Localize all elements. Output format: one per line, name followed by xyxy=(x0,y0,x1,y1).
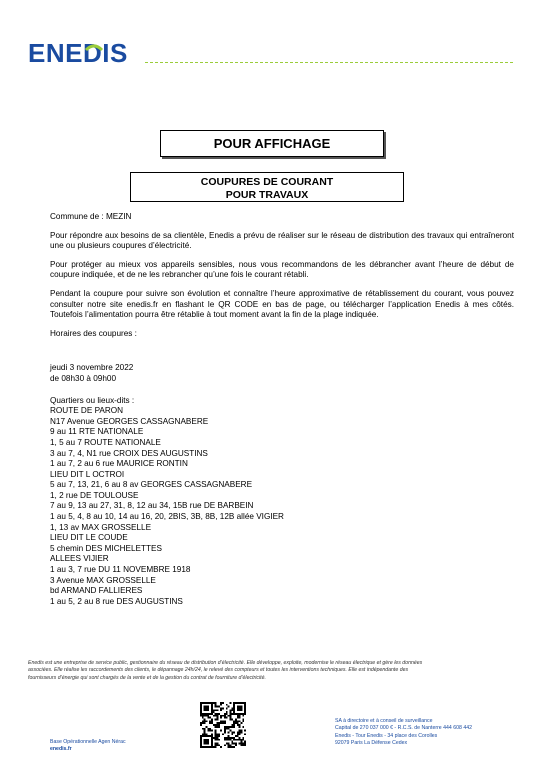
location-item: 1, 2 rue DE TOULOUSE xyxy=(50,490,139,500)
svg-text:ENEDIS: ENEDIS xyxy=(28,40,128,66)
footer-right-line: SA à directoire et à conseil de surveillance xyxy=(335,718,433,724)
location-item: 1, 13 av MAX GROSSELLE xyxy=(50,522,152,532)
location-item: ALLEES VIJIER xyxy=(50,554,109,564)
paragraph: Pour protéger au mieux vos appareils sensibles, nous vous recommandons de les débrancher avant l’heure de début de coupure indiquée, et de ne les rebrancher qu’une fois le courant rétabli. xyxy=(50,259,514,280)
subtitle-line2: POUR TRAVAUX xyxy=(225,189,309,201)
location-item: 5 au 7, 13, 21, 6 au 8 av GEORGES CASSAGNABERE xyxy=(50,480,253,490)
legal-line: fournisseurs d’énergie qui sont chargés de la vente et de la gestion du contrat de fourniture d’électricité. xyxy=(28,674,266,681)
location-item: LIEU DIT LE COUDE xyxy=(50,533,128,543)
location-list xyxy=(50,406,514,607)
paragraph: Pour répondre aux besoins de sa clientèle, Enedis a prévu de réaliser sur le réseau de distribution des travaux qui entraîneront une ou plusieurs coupures d’électricité. xyxy=(50,230,514,251)
footer-right xyxy=(335,718,472,748)
location-item: 1 au 5, 4, 8 au 10, 14 au 16, 20, 2BIS, 3B, 8B, 12B allée VIGIER xyxy=(50,512,284,522)
location-item: 3 au 7, 4, N1 rue CROIX DES AUGUSTINS xyxy=(50,448,208,458)
location-item: 1 au 7, 2 au 6 rue MAURICE RONTIN xyxy=(50,459,188,469)
location-item: 1, 5 au 7 ROUTE NATIONALE xyxy=(50,437,161,447)
location-item: N17 Avenue GEORGES CASSAGNABERE xyxy=(50,416,209,426)
footer-base: Base Opérationnelle Agen Nérac xyxy=(50,739,126,745)
footer-website-link[interactable]: enedis.fr xyxy=(50,746,72,753)
paragraph: Pendant la coupure pour suivre son évolution et connaître l’heure approximative de rétablissement du courant, vous pouvez consulter notre site enedis.fr en flashant le QR CODE en bas de page, ou télécharger l’application Enedis à mes côtés. Toutefois l’alimentation pourra être rétablie à tout moment avant la fin de la plage indiquée. xyxy=(50,288,514,320)
location-item: 9 au 11 RTE NATIONALE xyxy=(50,427,144,437)
title-box: POUR AFFICHAGE xyxy=(160,130,384,157)
subtitle-line1: COUPURES DE COURANT xyxy=(200,176,334,188)
notice-body xyxy=(50,212,514,607)
enedis-logo xyxy=(28,40,140,66)
footer-right-line: 92079 Paris La Défense Cedex xyxy=(335,740,408,747)
horaires-label: Horaires des coupures : xyxy=(50,328,137,338)
footer-left xyxy=(50,739,126,754)
legal-notice xyxy=(28,660,518,682)
location-item: ROUTE DE PARON xyxy=(50,406,124,416)
location-item: bd ARMAND FALLIERES xyxy=(50,586,143,596)
location-item: 5 chemin DES MICHELETTES xyxy=(50,543,162,553)
footer-right-line: Enedis - Tour Enedis - 34 place des Corolles xyxy=(335,732,438,739)
location-item: 7 au 9, 13 au 27, 31, 8, 12 au 34, 15B rue DE BARBEIN xyxy=(50,501,254,511)
location-item: LIEU DIT L OCTROI xyxy=(50,469,125,479)
legal-line: Enedis est une entreprise de service public, gestionnaire du réseau de distribution d’électricité. Elle développe, exploite, modernise le réseau électrique et gère les données xyxy=(28,660,423,666)
quartiers-label: Quartiers ou lieux-dits : xyxy=(50,395,135,405)
location-item: 1 au 3, 7 rue DU 11 NOVEMBRE 1918 xyxy=(50,565,191,575)
footer-right-line: Capital de 270 037 000 € - R.C.S. de Nanterre 444 608 442 xyxy=(335,725,472,732)
commune: Commune de : MEZIN xyxy=(50,212,132,221)
location-item: 3 Avenue MAX GROSSELLE xyxy=(50,575,156,585)
logo-divider xyxy=(145,62,513,63)
legal-line: associées. Elle réalise les raccordements des clients, le dépannage 24h/24, le relevé des compteurs et toutes les interventions techniques. Elle est indépendante des xyxy=(28,667,409,674)
location-item: 1 au 5, 2 au 8 rue DES AUGUSTINS xyxy=(50,596,183,606)
outage-time: de 08h30 à 09h00 xyxy=(50,373,117,383)
outage-date: jeudi 3 novembre 2022 xyxy=(50,363,134,373)
subtitle-box xyxy=(130,172,404,202)
qr-code[interactable] xyxy=(200,702,246,748)
